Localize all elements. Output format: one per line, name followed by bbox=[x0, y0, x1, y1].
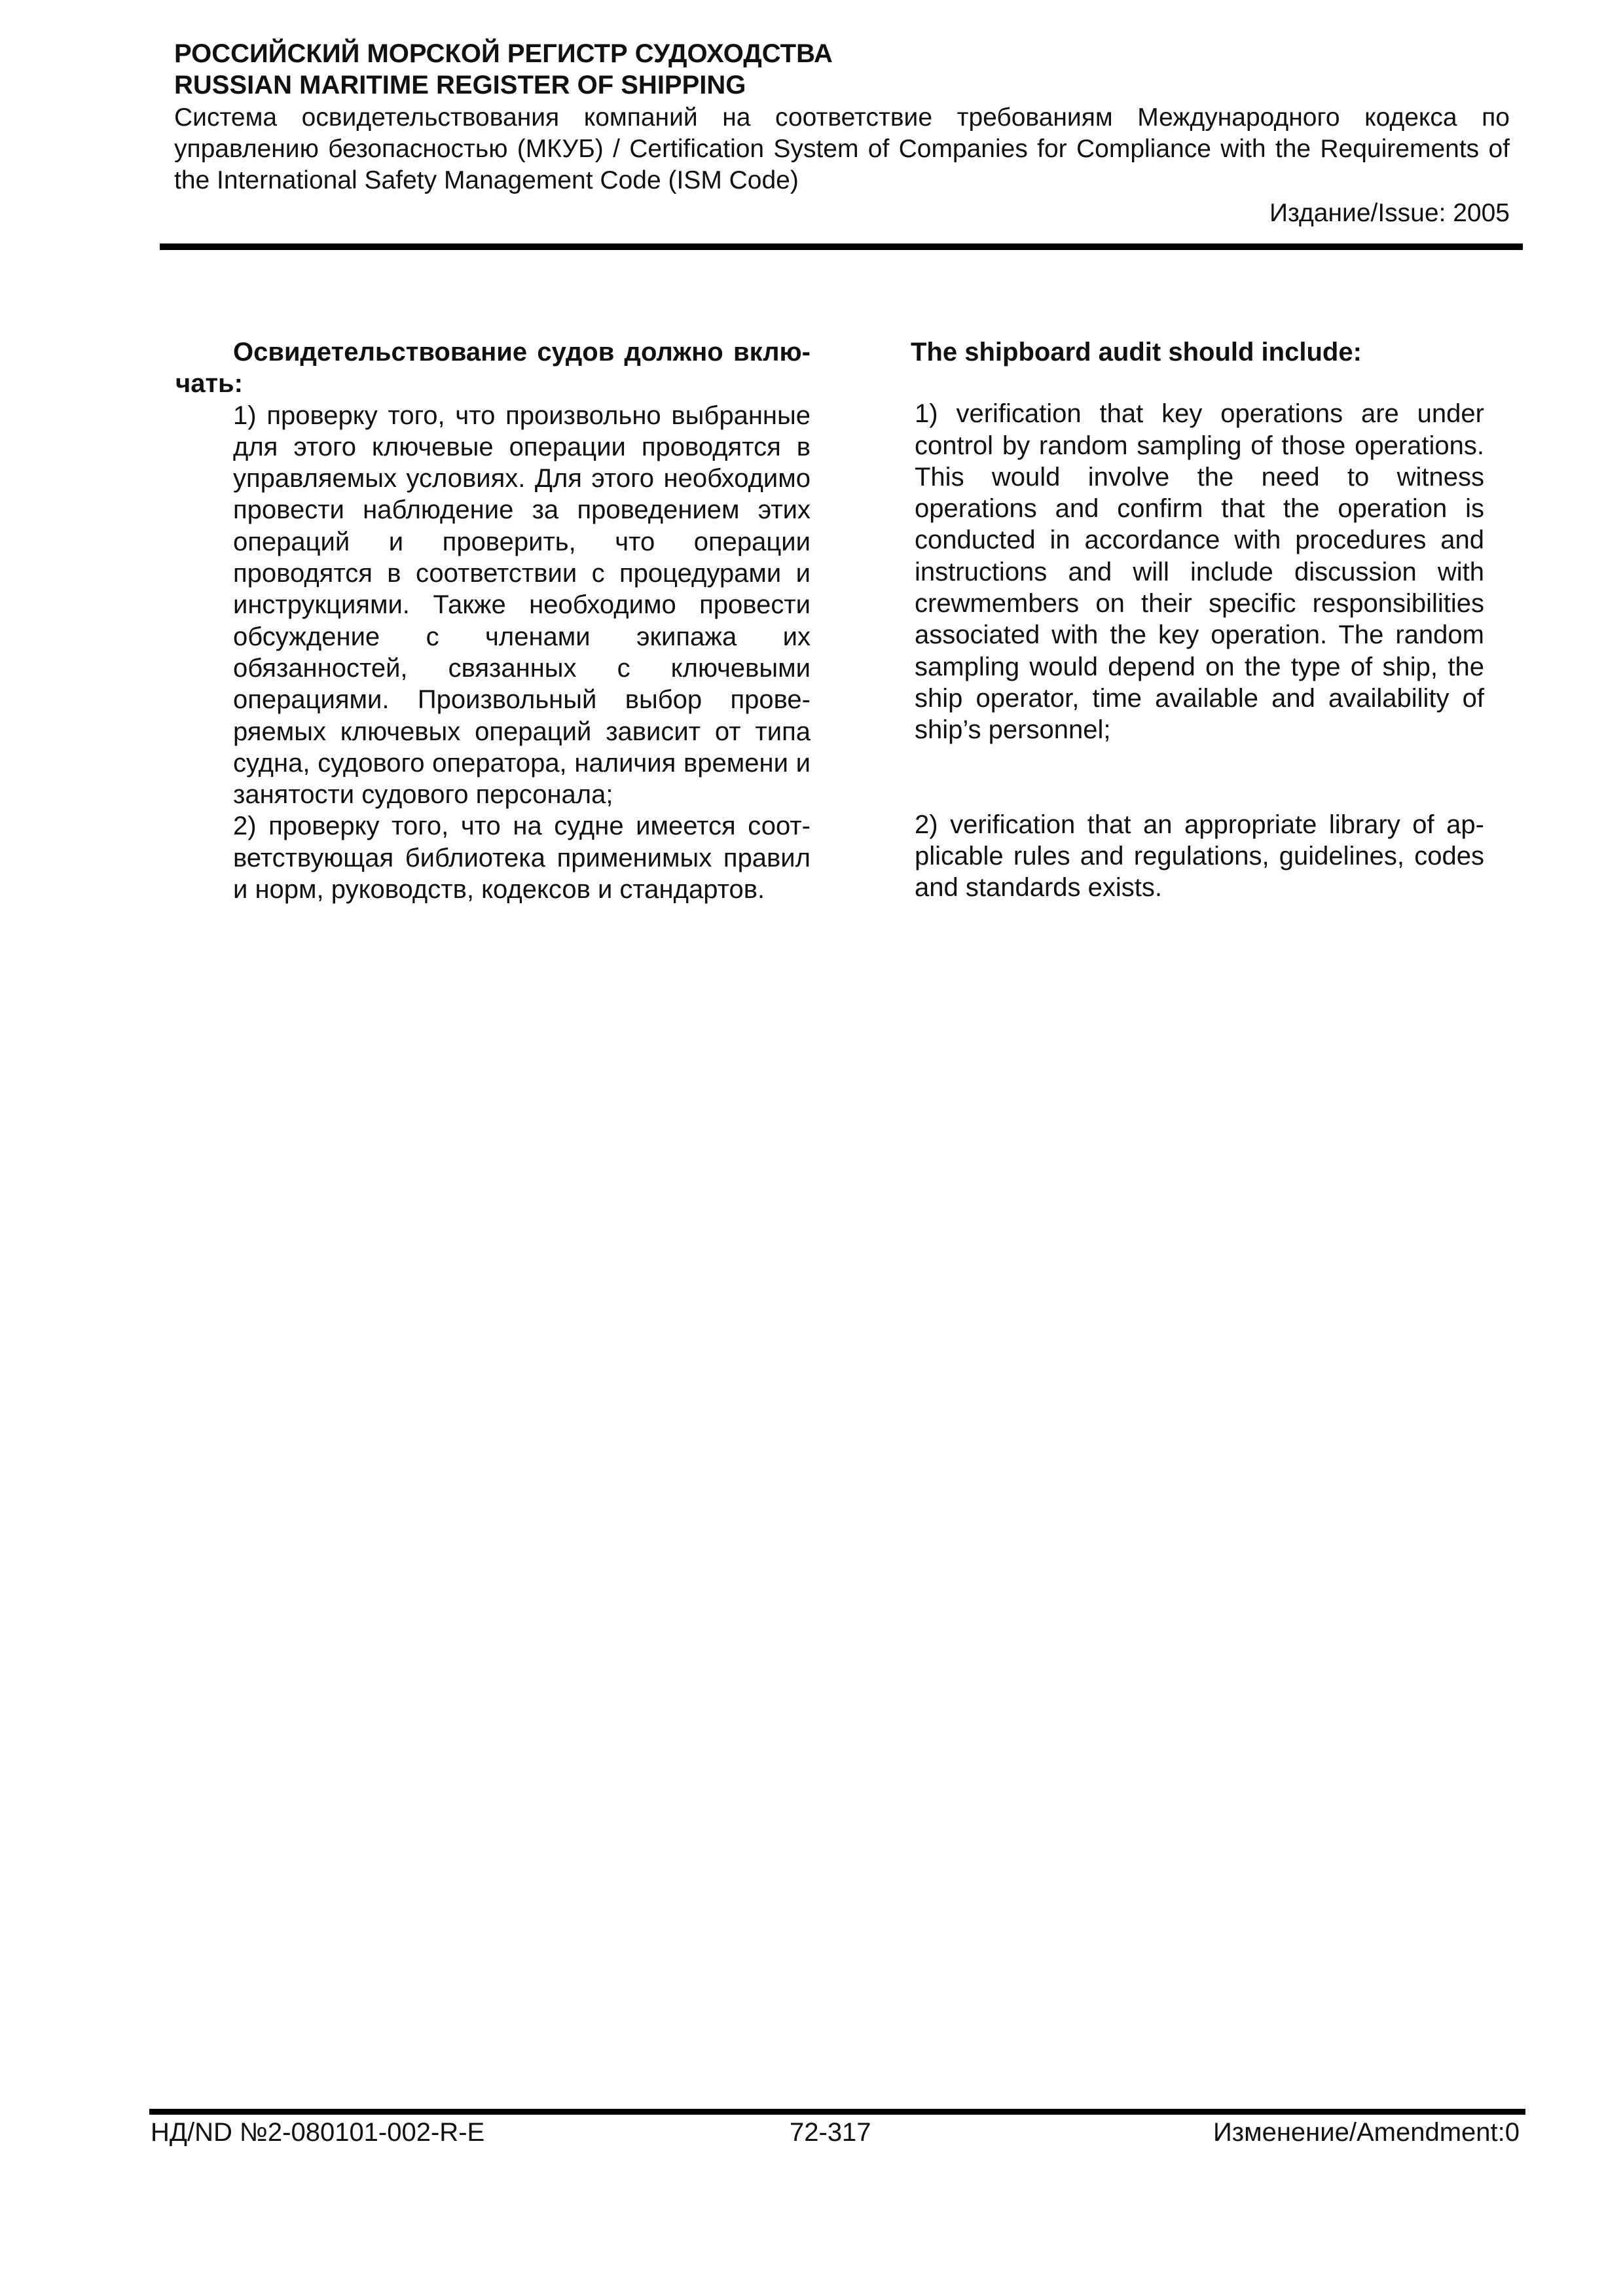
issue-label: Издание/Issue: 2005 bbox=[1269, 199, 1510, 227]
certification-system-title: Система освидетельствования компаний на соответствие требованиям Международного кодекса по управлению безопасностью (МКУБ) / Certification System of Companies for Compliance with the Requirements of the International Safety Management Code (ISM Code) bbox=[174, 103, 1510, 194]
header-divider bbox=[160, 243, 1523, 250]
russian-section-heading: Освидетельствование судов должно включать: bbox=[175, 338, 811, 399]
english-list-item: 1) verification that key operations are under control by random sampling of those operations. This would involve the need to witness operations and confirm that the operation is conducted in accordance with procedures and instructions and will include discussion with crewmembers on their specific responsibilities associated with the key operation. The random sampling would depend on the type of ship, the ship operator, time available and availability of ship’s personnel; bbox=[915, 399, 1484, 745]
organization-name-english: RUSSIAN MARITIME REGISTER OF SHIPPING bbox=[174, 71, 746, 99]
english-list-item: 2) verification that an appropriate library of applicable rules and regulations, guidelines, codes and standards exists. bbox=[915, 810, 1484, 903]
russian-list-item: 2) проверку того, что на судне имеется соответствующая библиотека применимых правил и норм, руководств, кодексов и стандартов. bbox=[233, 812, 811, 905]
page-number: 72-317 bbox=[790, 2118, 871, 2147]
document-number: НД/ND №2-080101-002-R-E bbox=[151, 2118, 485, 2147]
organization-name-russian: РОССИЙСКИЙ МОРСКОЙ РЕГИСТР СУДОХОДСТВА bbox=[174, 39, 833, 68]
russian-list-item: 1) проверку того, что произвольно выбранные для этого ключевые операции проводятся в управляемых условиях. Для этого необходимо провести наблюдение за проведением этих операций и проверить, что операции проводятся в соответствии с процедурами и инструкциями. Также необходимо провести обсуждение с членами экипажа их обязанностей, связанных с ключевыми операциями. Произвольный выбор проверяемых ключевых операций зависит от типа судна, судового оператора, наличия времени и занятости судового персонала; bbox=[233, 401, 811, 810]
english-section-heading: The shipboard audit should include: bbox=[911, 338, 1362, 367]
amendment-label: Изменение/Amendment:0 bbox=[1213, 2118, 1520, 2147]
footer-divider bbox=[149, 2109, 1525, 2115]
document-header bbox=[174, 38, 1510, 227]
english-text-column bbox=[911, 336, 1484, 903]
russian-text-column bbox=[175, 336, 811, 905]
